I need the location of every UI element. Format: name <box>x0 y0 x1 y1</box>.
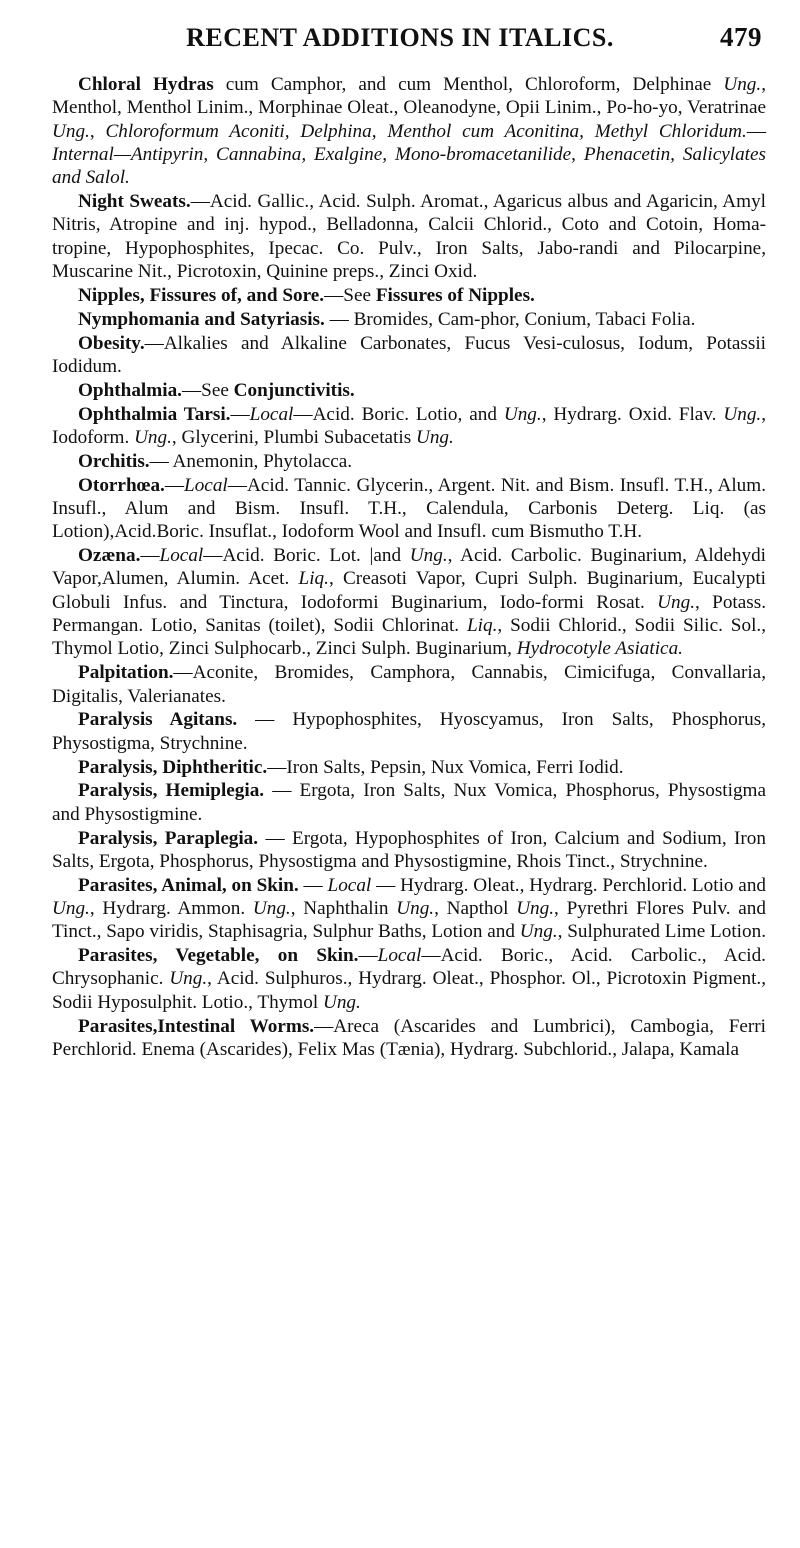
entry-headword: Nymphomania and Satyriasis. <box>78 308 325 330</box>
entry-italic-term: Ung. <box>519 921 558 943</box>
entry-text: —Alkalies and Alkaline Carbonates, <box>144 332 465 354</box>
entry-italic-term: Ung. <box>169 968 208 990</box>
entry-text: , Potass. Permangan. Lotio, Sanitas (toilet), Sodii Chlorinat. <box>52 591 766 637</box>
entry-italic-term: Ung. <box>322 991 361 1013</box>
page-header <box>0 0 800 53</box>
entry-italic-term: Ung. <box>723 74 762 95</box>
dictionary-entry <box>52 756 766 779</box>
entry-italic-term: Local <box>377 945 422 967</box>
dictionary-entry <box>52 708 766 755</box>
entry-headword: Nipples, Fissures of, and Sore. <box>78 284 325 306</box>
entry-text: —Acid. Boric. Lotio, and <box>293 403 504 425</box>
entry-italic-term: Ung. <box>516 897 555 919</box>
entry-headword: Night Sweats. <box>78 191 191 213</box>
dictionary-entry <box>52 944 766 1014</box>
entry-text: —See <box>181 379 234 401</box>
entry-italic-term: Ung. <box>134 426 172 448</box>
entry-list <box>0 57 800 1061</box>
entry-italic-term: Chloroformum Aconiti, Delphina, Menthol cum Aconitina, Methyl Chloridum. <box>105 120 747 142</box>
dictionary-entry <box>52 308 766 331</box>
dictionary-entry <box>52 827 766 874</box>
entry-headword: Conjunctivitis. <box>233 379 355 401</box>
entry-text: — <box>140 545 160 567</box>
entry-headword: Palpitation. <box>78 662 174 684</box>
dictionary-entry <box>52 474 766 544</box>
entry-italic-term: Local <box>249 403 294 425</box>
dictionary-entry <box>52 190 766 283</box>
entry-text: cum Camphor, and cum Menthol, Chloroform, Delphinae <box>213 74 724 95</box>
entry-headword: Parasites,Intestinal Worms. <box>78 1015 315 1037</box>
dictionary-entry <box>52 544 766 661</box>
entry-text: — Hypophosphites, Hyoscyamus, Iron Salts, Phosphorus, Physostigma, Strychnine. <box>52 709 766 754</box>
entry-text: —Acid. Boric., Acid. Carbolic., Acid. Chrysophanic. <box>52 945 766 990</box>
entry-text: , Hydrarg. Oxid. Flav. <box>541 403 724 425</box>
entry-text: , Pyrethri Flores Pulv. and Tinct., Sapo viridis, Staphisagria, Sulphur Baths, Lotion and <box>52 897 766 943</box>
entry-text: , Sodii Chlorid., Sodii Silic. Sol., Thymol Lotio, Zinci Sulphocarb., Zinci Sulph. Buginarium, <box>52 615 767 660</box>
entry-headword: Paralysis, Paraplegia. <box>78 827 259 849</box>
entry-text: , Menthol, Menthol Linim., Morphinae Oleat., Oleanodyne, Opii Linim., Po-ho-yo, Veratrinae <box>52 74 766 119</box>
entry-text: — Anemonin, Phytolacca. <box>149 450 353 472</box>
entry-headword: Fissures of Nipples. <box>375 284 535 306</box>
entry-text: Fucus Vesi-culosus <box>464 332 621 354</box>
entry-italic-term: Ung. <box>657 591 695 613</box>
entry-text: — <box>164 474 185 496</box>
entry-text: , Hydrarg. Ammon. <box>89 897 253 919</box>
entry-italic-term: Ung. <box>52 897 90 919</box>
dictionary-entry <box>52 779 766 826</box>
entry-headword: Chloral Hydras <box>78 74 214 95</box>
running-title: RECENT ADDITIONS IN ITALICS. <box>186 23 614 52</box>
entry-text: —Acid. Gallic., Acid. Sulph. Aromat., Agaricus albus and Agaricin, Amyl Nitris, Atropine and inj. hypod., Belladonna, Calcii Chlorid., Coto and Cotoin, Homa-tropine, Hypophosphites, Ipecac. Co. Pulv., Iron Salts, Jabo-randi and Pilocarpine, Muscarine Nit., Picrotoxin, Quinine preps., Zinci Oxid. <box>52 191 766 283</box>
dictionary-entry <box>52 73 766 190</box>
entry-text: — Ergota, Iron Salts, Nux Vomica, Phosphorus, Physostigma and Physostigmine. <box>52 780 766 825</box>
entry-text: —Aconite, Bromides, Camphora, Cannabis, Cimicifuga, Convallaria, Digitalis, Valerianates. <box>52 662 766 707</box>
dictionary-entry <box>52 661 766 708</box>
entry-italic-term: Ung. <box>396 897 435 919</box>
entry-text: , Naphthalin <box>290 897 397 919</box>
entry-text: — <box>230 403 250 425</box>
entry-italic-term: Ung. <box>503 403 542 425</box>
entry-text: , Iodoform. <box>52 403 767 448</box>
entry-text: —Acid. Boric. Lot. |and <box>203 545 410 567</box>
entry-headword: Otorrhœa. <box>78 474 165 496</box>
entry-italic-term: Liq. <box>298 568 329 590</box>
entry-italic-term: Ung. <box>409 545 448 567</box>
entry-text: , Acid. Sulphuros., Hydrarg. Oleat., Phosphor. Ol., Picrotoxin Pigment., Sodii Hyposulphit. Lotio., Thymol <box>52 968 766 1013</box>
entry-headword: Obesity. <box>78 332 145 354</box>
entry-text: , Glycerini, Plumbi Subacetatis <box>171 426 416 448</box>
entry-italic-term: Ung. <box>52 120 90 142</box>
entry-italic-term: Ung. <box>723 403 762 425</box>
entry-text: —Areca (Ascarides and Lumbrici), Cambogia, Ferri Perchlorid. Enema (Ascarides), Felix Mas (Tænia), Hydrarg. Subchlorid., Jalapa, Kamala <box>52 1015 767 1060</box>
entry-text: —See <box>324 284 376 306</box>
dictionary-entry <box>52 332 766 379</box>
entry-text: , Sulphurated Lime Lotion. <box>557 921 766 943</box>
entry-text: —Iron Salts, Pepsin, Nux Vomica, Ferri Iodid. <box>267 756 624 778</box>
dictionary-entry <box>52 1015 766 1062</box>
dictionary-entry <box>52 379 766 402</box>
entry-text: — <box>746 120 766 142</box>
entry-italic-term: Ung. <box>415 426 454 448</box>
entry-text: —Acid. Tannic. Glycerin., Argent. Nit. and Bism. Insufl. T.H., Alum. Insufl., Alum and Bism. Insufl. T.H., Calendula, Carbonis Deterg. Liq. (as Lotion),Acid.Boric. Insuflat., Iodoform Wool and Insufl. cum Bismutho T.H. <box>52 474 766 543</box>
page-number: 479 <box>720 22 762 52</box>
entry-text: , Iodum, Potassii Iodidum. <box>52 332 766 377</box>
entry-italic-term: Ung. <box>252 897 291 919</box>
dictionary-entry <box>52 284 766 307</box>
dictionary-entry <box>52 403 766 450</box>
entry-headword: Paralysis, Hemiplegia. <box>78 780 265 802</box>
dictionary-entry <box>52 450 766 473</box>
entry-text: , Napthol <box>434 897 517 919</box>
entry-text: — <box>358 945 378 967</box>
entry-headword: Ophthalmia Tarsi. <box>78 403 231 425</box>
entry-headword: Orchitis. <box>78 450 150 472</box>
entry-headword: Ophthalmia. <box>78 379 182 401</box>
entry-headword: Ozæna. <box>78 545 141 567</box>
entry-text: — Ergota, Hypophosphites of Iron, Calcium and Sodium, Iron Salts, Ergota, Phosphorus, Physostigma and Physostigmine, Rhois Tinct., Strychnine. <box>52 827 766 872</box>
entry-italic-term: Local <box>327 874 372 896</box>
entry-italic-term: Liq. <box>466 615 498 637</box>
entry-headword: Paralysis, Diphtheritic. <box>78 756 268 778</box>
entry-headword: Paralysis Agitans. <box>78 709 238 731</box>
entry-italic-term: Internal—Antipyrin, Cannabina, Exalgine, Mono-bromacetanilide, Phenacetin, Salicylates and Salol. <box>52 143 766 189</box>
entry-headword: Parasites, Animal, on Skin. <box>78 874 299 896</box>
entry-text: , Creasoti Vapor, Cupri Sulph. Buginarium, Eucalypti Globuli Infus. and Tinctura, Iodoformi Buginarium, Iodo-formi Rosat. <box>52 568 766 613</box>
entry-text: , Acid. Carbolic. Buginarium, Aldehydi Vapor,Alumen, Alumin. Acet. <box>52 545 766 590</box>
entry-text: , <box>89 120 106 142</box>
entry-text: — Hydrarg. Oleat., Hydrarg. Perchlorid. Lotio and <box>371 874 767 896</box>
entry-italic-term: Local <box>159 545 204 567</box>
entry-text: — <box>298 874 328 896</box>
entry-text: — Bromides, Cam-phor, Conium, Tabaci Folia. <box>324 308 696 330</box>
entry-italic-term: Hydrocotyle Asiatica. <box>516 638 683 660</box>
entry-headword: Parasites, Vegetable, on Skin. <box>78 945 359 967</box>
dictionary-entry <box>52 874 766 944</box>
entry-italic-term: Local <box>184 474 228 496</box>
